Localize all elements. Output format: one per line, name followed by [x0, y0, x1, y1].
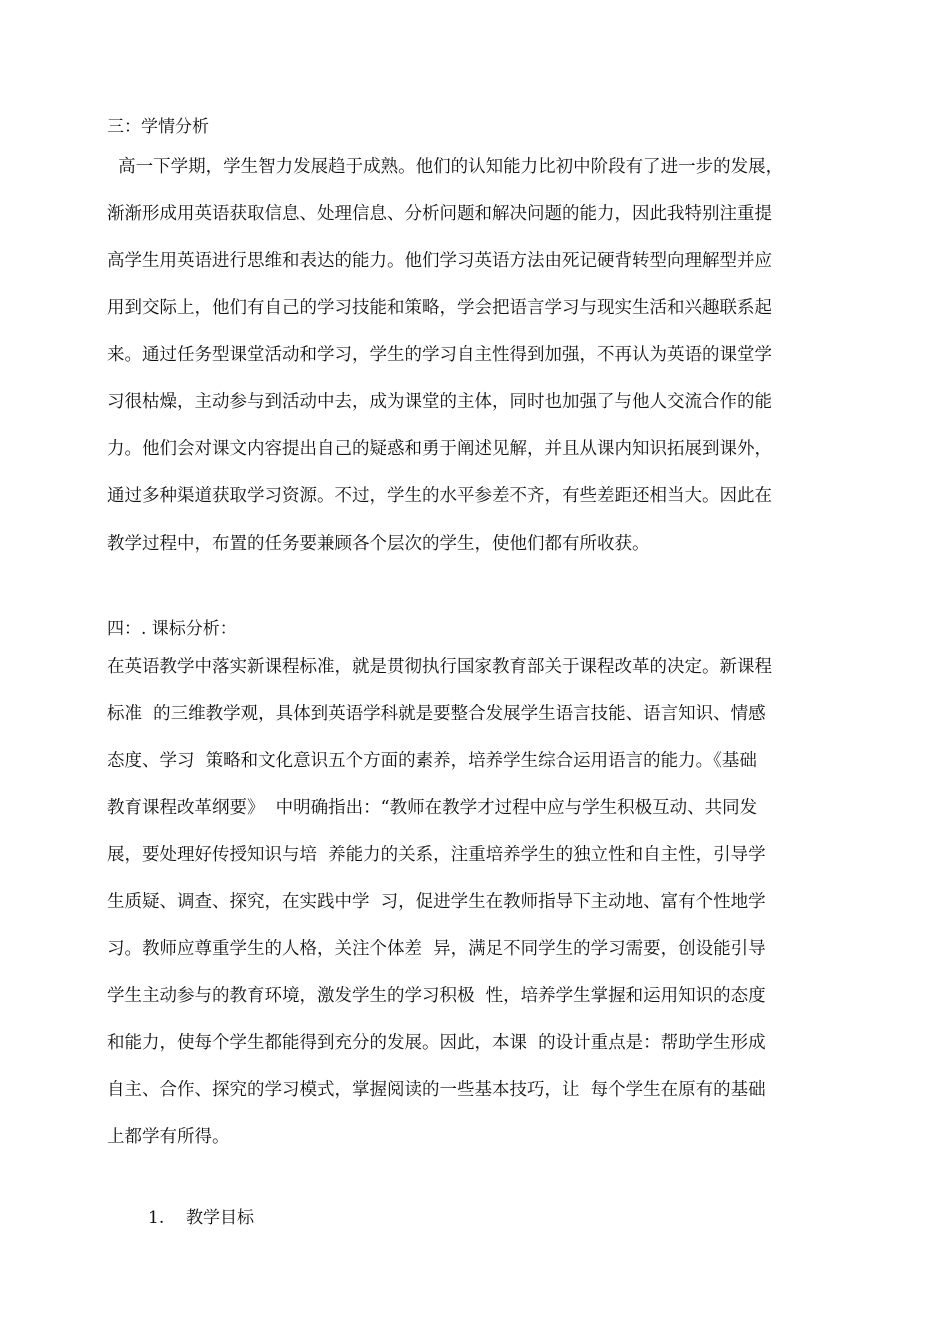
paragraph-line: 习。教师应尊重学生的人格，关注个体差 异，满足不同学生的学习需要，创设能引导 [107, 939, 766, 959]
list-item-teaching-objectives [148, 1206, 254, 1230]
paragraph-line: 教育课程改革纲要》 中明确指出：“教师在教学才过程中应与学生积极互动、共同发 [107, 798, 758, 818]
paragraph-line: 学生主动参与的教育环境，激发学生的学习积极 性，培养学生掌握和运用知识的态度 [107, 986, 766, 1006]
paragraph-line: 态度、学习 策略和文化意识五个方面的素养，培养学生综合运用语言的能力。《基础 [107, 751, 757, 771]
list-item-number: 1. [148, 1208, 165, 1228]
paragraph-line: 通过多种渠道获取学习资源。不过，学生的水平参差不齐，有些差距还相当大。因此在 [107, 486, 772, 506]
paragraph-line: 来。通过任务型课堂活动和学习，学生的学习自主性得到加强，不再认为英语的课堂学 [107, 345, 772, 365]
paragraph-line: 展，要处理好传授知识与培 养能力的关系，注重培养学生的独立性和自主性，引导学 [107, 845, 766, 865]
paragraph-line: 教学过程中，布置的任务要兼顾各个层次的学生，使他们都有所收获。 [107, 534, 650, 554]
paragraph-line: 习很枯燥，主动参与到活动中去，成为课堂的主体，同时也加强了与他人交流合作的能 [107, 392, 772, 412]
section-heading-curriculum-analysis: 四：. 课标分析： [107, 619, 237, 639]
paragraph-line: 高一下学期，学生智力发展趋于成熟。他们的认知能力比初中阶段有了进一步的发展， [107, 157, 784, 177]
paragraph-line: 渐渐形成用英语获取信息、处理信息、分析问题和解决问题的能力，因此我特别注重提 [107, 204, 772, 224]
list-item-label: 教学目标 [186, 1208, 254, 1228]
paragraph-line: 用到交际上，他们有自己的学习技能和策略，学会把语言学习与现实生活和兴趣联系起 [107, 298, 772, 318]
paragraph-line: 上都学有所得。 [107, 1127, 230, 1147]
paragraph-line: 在英语教学中落实新课程标准，就是贯彻执行国家教育部关于课程改革的决定。新课程 [107, 657, 772, 677]
paragraph-line: 标准 的三维教学观，具体到英语学科就是要整合发展学生语言技能、语言知识、情感 [107, 704, 766, 724]
paragraph-line: 高学生用英语进行思维和表达的能力。他们学习英语方法由死记硬背转型向理解型并应 [107, 251, 772, 271]
paragraph-line: 力。他们会对课文内容提出自己的疑惑和勇于阐述见解，并且从课内知识拓展到课外， [107, 439, 772, 459]
section-heading-learner-analysis: 三：学情分析 [107, 117, 209, 137]
paragraph-line: 生质疑、调查、探究，在实践中学 习，促进学生在教师指导下主动地、富有个性地学 [107, 892, 766, 912]
paragraph-line: 自主、合作、探究的学习模式，掌握阅读的一些基本技巧，让 每个学生在原有的基础 [107, 1080, 766, 1100]
paragraph-line: 和能力，使每个学生都能得到充分的发展。因此，本课 的设计重点是：帮助学生形成 [107, 1033, 766, 1053]
